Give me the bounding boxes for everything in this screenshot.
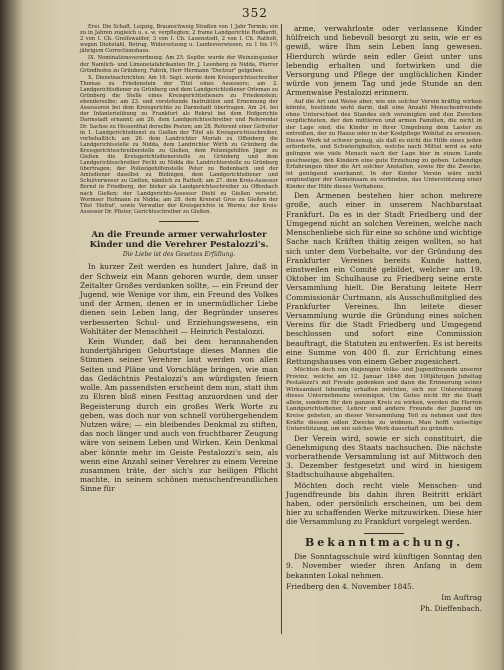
article-paragraph: Auf die Art und Weise aber, wie ein solcher Verein kräftig wirken könnte, bestände wohl darin, daß eine Anzahl Menschenfreunde ohne Unterschied des Standes sich vereinigten und den Zwecken verpflichteten, der den mittleren und armen Familien, die nicht in der Lage sind, die Kinder in ihrer Umgebung dem Laster zu entreißen, der zu Hause oder in der Kostpflege Wohltat zu erweisen. Dieses Werk ist schwer genug, als daß es nicht die Hilfe eines jeden erforderte, und Schwierigkeiten, welche nach Mittel wird es sehr gelingen wie viele Mensch nach der Lage hier in einem Lande geschweige, den Kindern eine gute Erziehung zu geben. Lebendige Erfahrungen über die Art solcher Anstalten, sowie für die Zwecke, ist genügend anerkannt. In der Kinder Verein wäre nicht ungünstiger der Gemeinsam zu verbinden, das Unterstützung einer Kinder der Hilfe dieses Vorhabens. (286, 98, 482, 190)
signature-line: Im Auftrag (441, 593, 482, 602)
article-motto: Die Liebe ist des Gesetzes Erfüllung. (122, 250, 236, 258)
announcement-text: Die Sonntagsschule wird künftigen Sonntag den 9. November wieder ihren Anfang in dem bekannten Lokal nehmen. (286, 552, 482, 580)
notice-paragraph: X. Dienstnachrichten: Am 16. Sept. wurde dem Kreisgerichtsschreiber Thomas zu Friedenstein der Titel eines Assessors; am 2. Landgerichtsdiener zu Grünberg und dem Landgerichtsdiener Orleman zu Grünberg die Stelle eines Kreisgerichtsdieners zu Friedenstein; ebenderselbe; am 23. und vorstehende Instruktion und Ernennung der Assessoren bei dem Kreisgerichte zu Darmstadt übertragen. Am 24. bei der Infanterieübung zu Frankfurt als Rekrut bei dem Hofgerichte Darmstadt ernannt; am 26. dem Landgerichtsschreiber und Referendar Dr. Sachse zu Hessenthal derselbe Posten; am 28. Referent einer Gefreiter in 1. Landgerichtsdienst zu Gießen der Titel als Kreisgerichtsschreiber, vorbehaltlich; am 26. dem Landrichter Moriah zu Offenberg die Landgerichtsstelle zu Nidda, dem Landrichter Wirth zu Grünberg die Kreisgerichtsschreiberstelle zu Gießen, dem Polizeigehilfen Jäger zu Gießen die Kreisgerichtsdienerstelle zu Grünberg und dem Landgerichtsschreiber Fecht zu Nidda die Landrichterstelle zu Grünberg übertragen; der Polizeigehilfenstelle Peter zu Rodenbach und der Amtsdiener daselbst zu Büdingen, dem Landgerichtsdiener und Schulverweser zu Gießen, nämlich zu Ratholt; am 27. dem Kreis-Assessor Bernd in Friedberg, der bisher als Landgerichtsschreiber zu Offenbach nach Gießen; der Landgerichts-Assessor Diehl zu Gießen versetzt, Wormser Hofmann zu Nidda; am 28. dem Kreisrat Gros zu Gießen der Titel 'Hofrat', sowie Verwalter der Kreisgerichte in Worms; der Kreis-Assessor Dr. Pfister, Gerichtsschreiber zu Gießen. (80, 74, 278, 215)
article-heading: An die Freunde armer verwahrloster Kinder und die Verehrer Pestalozzi's. (89, 229, 269, 250)
article-paragraph: Möchten doch nun diejenigen Volks- und Jugendfreunde unserer Provinz, welche am 12. Januar 1846 den 100jährigen Jubeltag Pestalozzi's mit Freude gedenken und dann die Erinnerung seiner Wirksamkeit lebendig erhalten möchten, sich zur Unterstützung dieses Unternehmens vereinigen. Um Gutes nicht für die Stadt allein, sondern für den ganzen Kreis zu wirken, werden die Herren Landgerichtsdiener, Lehrer und andere Freunde der Jugend im Kreise gebeten, an dieser Versammlung Teil zu nehmen und ihre Kräfte diesem edlen Zwecke zu widmen. Man hofft vielseitige Unterstützung, um ein solches Werk dauerhaft zu gründen. (286, 367, 482, 433)
notice-paragraph: Erei. Die Schaft, Leipzig, Braunschweig Straßen von 1 Jahr Termin; ein zu in Jahren zugleich u. s. w. verpflegten; 2 frame Landgerichte Rodhardt, 2 von I. Ch. Greifswalder, 3 von I. Ch. Lauenstedt, 2 von I. Ch. Ratholt, wegen Diebstahl, Betrug, Widersetzung u. Landesverwiesen, zu 1 bis 1½ jährigem Correctionshaus. (80, 24, 278, 55)
article-paragraph: Den Armenen bestehen hier schon mehrere große, auch einer in unserem Nachbarstaat Frankfurt. Da es in der Stadt Friedberg und der Umgegend nicht an solchen Vereinen, welche nach Menschenliebe sich für eine so schöne und wichtige Sache nach Kräften thätig zeigen wollten, so hat sich unter dem Vorbehalte, vor der Gründung des Frankfurter Vereines bereits Kunde hatten, einstweilen ein Comité gebildet, welcher am 19. Oktober im Schulhause zu Friedberg seine erste Versammlung hielt. Die Beratung leitete Herr Commissionär Curtmann, als Ausschußmitglied des Frankfurter Vereines. Ihn leitete dieser Versammlung wurde die Gründung eines solchen Vereins für die Stadt Friedberg und Umgegend beschlossen und sofort eine Commission beauftragt, die Statuten zu entwerfen. Es ist bereits eine Summe von 400 fl. zur Errichtung eines Rettungshauses von einem Geber zugesichert. (286, 191, 482, 366)
announcement-date: Friedberg den 4. November 1845. (286, 581, 415, 591)
article-paragraph: Möchten doch recht viele Menschen- und Jugendfreunde bis dahin ihren Beitritt erklärt haben, oder persönlich erscheinen, um bei dem hier zu schaffenden Werke mitzuwirken. Diese hier die Versammlung zu Frankfurt vorgelegt werden. (286, 480, 482, 527)
section-divider (364, 533, 404, 534)
article-paragraph: Kein Wunder, daß bei dem herannahenden hundertjährigen Geburtstage dieses Mannes die Stimmen seiner Verehrer laut werden von allen Seiten und Pläne und Vorschläge bringen, wie man das Gedächtnis Pestalozzi's am würdigsten feiern wolle. Am passendsten erscheint dem nun, statt ihm zu Ehren bloß einen Festtag anzuordnen und der Begeisterung durch ein großes Werk Worte zu geben, was doch nur von schnell vorübergehendem Nutzen wäre; — ein bleibendes Denkmal zu stiften, das noch länger und auch von fruchtbarer Zeugung wäre von seinem Leben und Wirken. Kein Denkmal aber könnte mehr im Geiste Pestalozzi's sein, als wenn eine Anzahl seiner Verehrer zu einem Vereine zusammen träte, der sich's zur heiligen Pflicht machte, in seinem schönen menschenfreundlichen Sinne für (80, 337, 278, 494)
right-column (286, 24, 482, 613)
article-paragraph: In kurzer Zeit werden es hundert Jahre, daß in der Schweiz ein Mann geboren wurde, dem unser Zeitalter Großes verdanken sollte, — ein Freund der Jugend, wie Wenige vor ihm, ein Freund des Volkes und der Armen, denen er in unermüdlicher Liebe dienen sein Leben lang, der Begründer unseres verbesserten Schul- und Erziehungswesens, ein Wohltäter der Menschheit — Heinrich Pestalozzi. (80, 262, 278, 336)
notice-paragraph: IX. Nominationsverordnung. Am 25. Septbr. wurde der Weinzinsjunker der Namlich- und Limonetafabrikanten Dr. J. Leonberg zu Nidda, Pfarrer Gründhofen zu Grünberg, Fabrik, Herr Hermann "Docteur" gelgeben. (80, 55, 278, 74)
left-column (80, 24, 278, 495)
column-rule (281, 24, 282, 634)
announcement-heading: Bekanntmachung. (304, 535, 464, 549)
article-paragraph: arme, verwahrloste oder verlassene Kinder hülfreich und liebevoll besorgt zu sein, wie er es gewiß, wäre Ihm sein Leben lang gewesen. Hierdurch würde sein edler Geist unter uns lebendig erhalten und fortwirken und die Versorgung und Pflege der unglücklichen Kinder würde von jenem Tag und jede Stunde an den Armenwaise Pestalozzi erinnern. (286, 24, 482, 98)
section-divider (159, 221, 199, 222)
page-number: 352 (242, 6, 268, 20)
article-paragraph: Der Verein wird, sowie er sich constituirt, die Genehmigung des Staats nachsuchen. Die nächste vorberathende Versammlung ist auf Mittwoch den 3. Dezember festgesetzt und wird in hiesigem Stadtschulhause abgehalten. (286, 433, 482, 480)
signature-name: Ph. Dieffenbach. (420, 604, 482, 614)
